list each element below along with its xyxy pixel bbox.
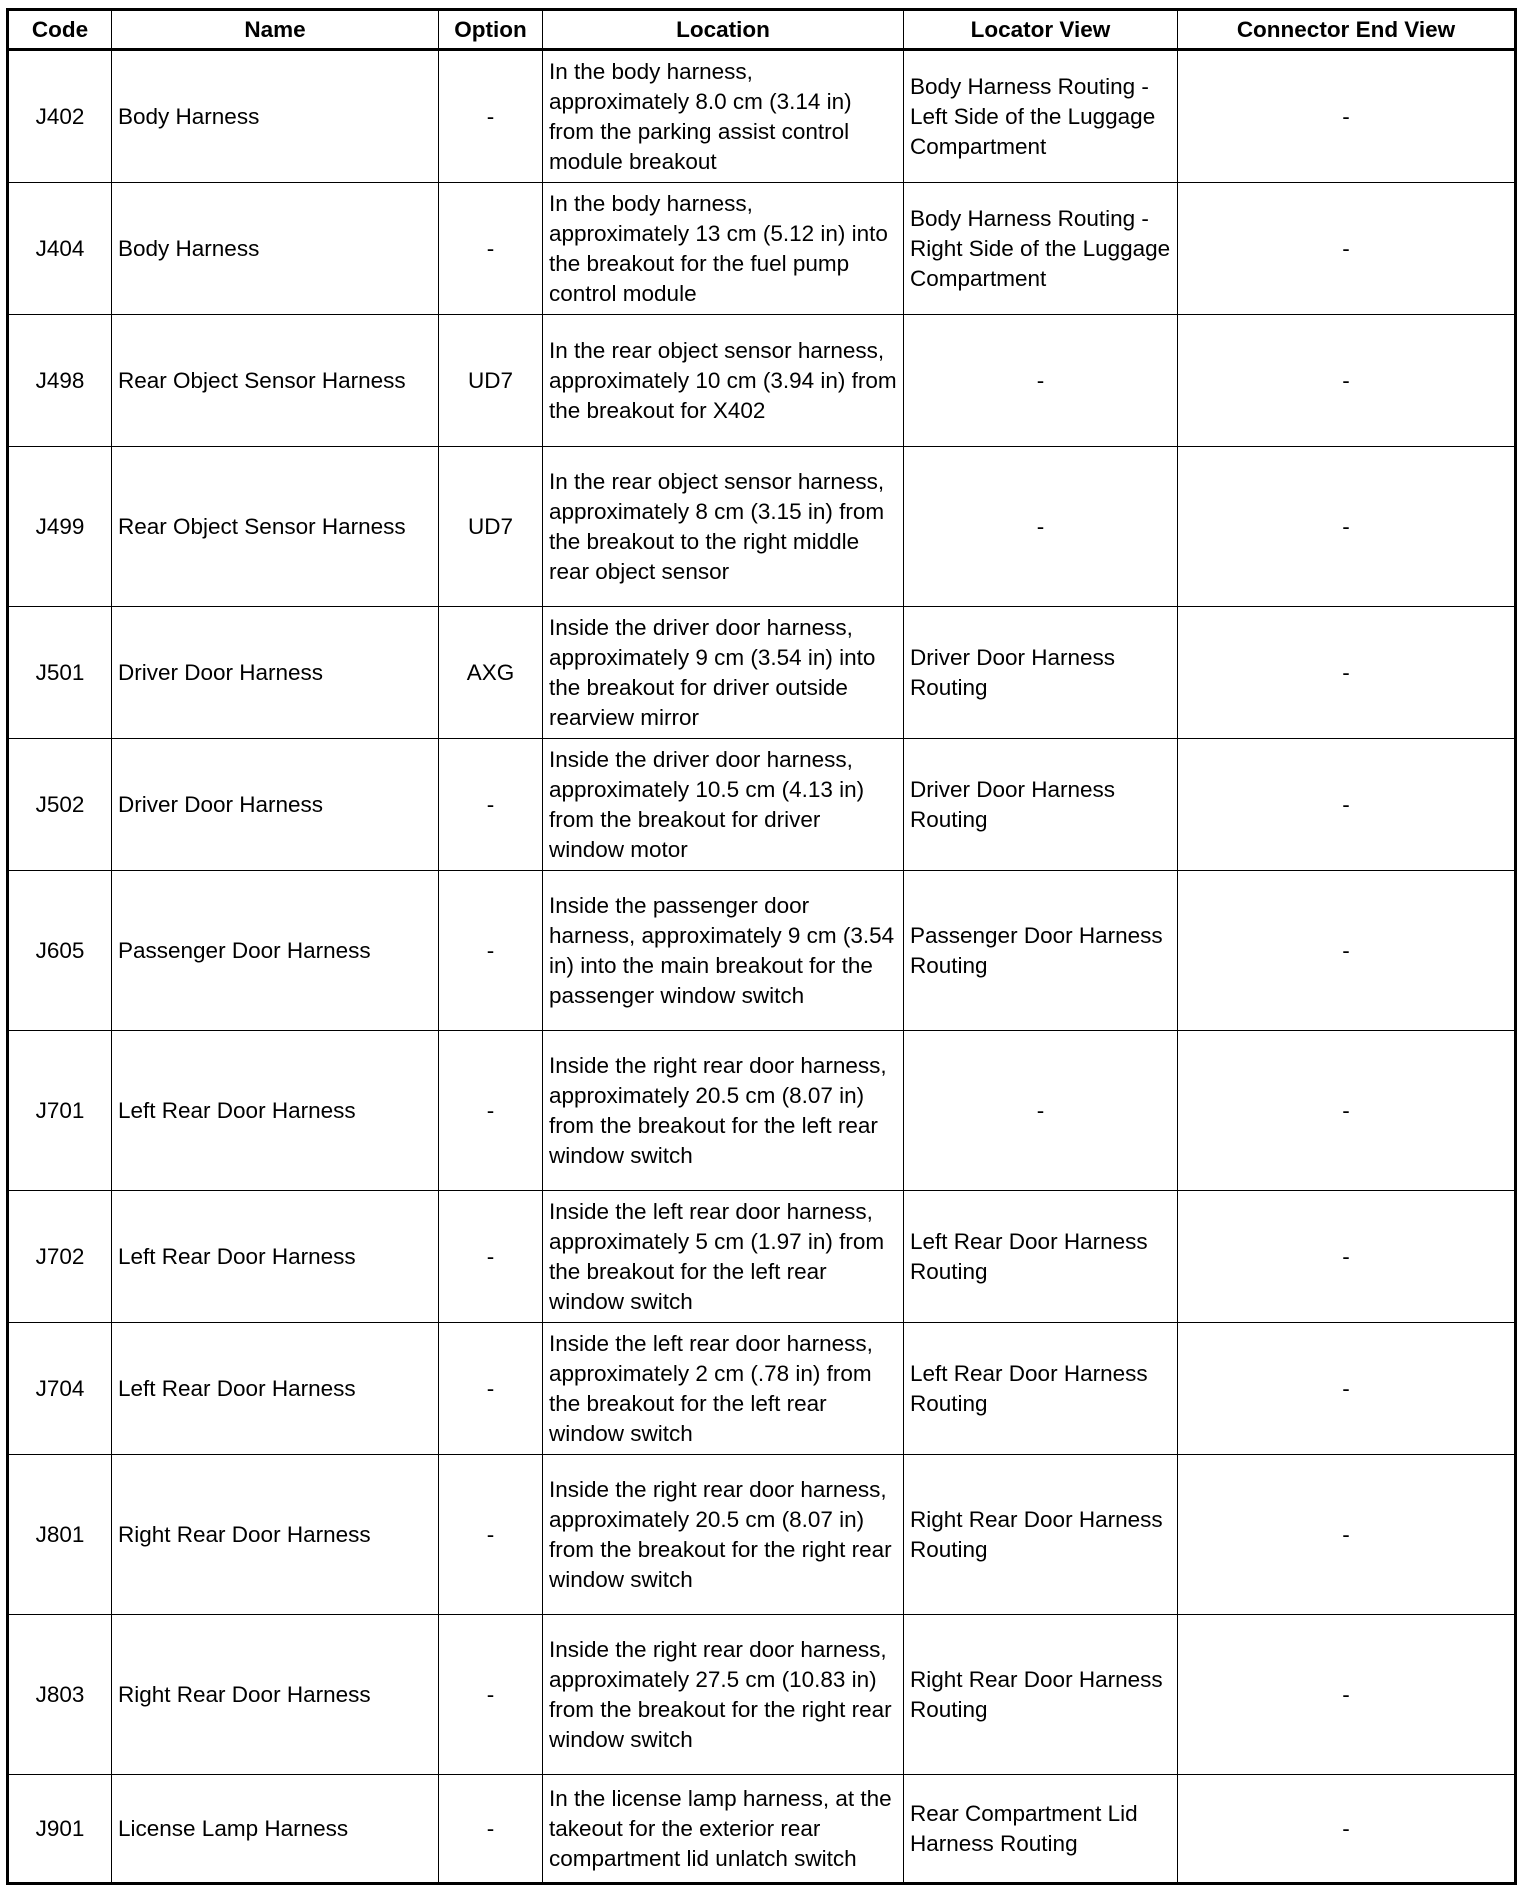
name-cell: Body Harness	[112, 50, 439, 183]
code-cell: J501	[8, 607, 112, 739]
table-row	[8, 607, 1516, 739]
location-cell: Inside the right rear door harness, approximately 27.5 cm (10.83 in) from the breakout for the right rear window switch	[543, 1615, 904, 1775]
splice-location-table	[6, 8, 1517, 1885]
location-cell: Inside the driver door harness, approximately 10.5 cm (4.13 in) from the breakout for driver window motor	[543, 739, 904, 871]
locator-view-cell: Left Rear Door Harness Routing	[904, 1323, 1178, 1455]
connector-end-view-cell: -	[1178, 1191, 1516, 1323]
location-cell: In the rear object sensor harness, approximately 8 cm (3.15 in) from the breakout to the right middle rear object sensor	[543, 447, 904, 607]
name-cell: Left Rear Door Harness	[112, 1323, 439, 1455]
location-cell: In the body harness, approximately 13 cm (5.12 in) into the breakout for the fuel pump control module	[543, 183, 904, 315]
connector-end-view-cell: -	[1178, 447, 1516, 607]
code-cell: J803	[8, 1615, 112, 1775]
name-cell: Rear Object Sensor Harness	[112, 447, 439, 607]
location-cell: Inside the driver door harness, approximately 9 cm (3.54 in) into the breakout for driver outside rearview mirror	[543, 607, 904, 739]
code-cell: J498	[8, 315, 112, 447]
option-cell: -	[439, 1775, 543, 1884]
name-cell: Rear Object Sensor Harness	[112, 315, 439, 447]
table-row	[8, 183, 1516, 315]
header-connector-end-view: Connector End View	[1178, 10, 1516, 50]
location-cell: Inside the left rear door harness, approximately 5 cm (1.97 in) from the breakout for the left rear window switch	[543, 1191, 904, 1323]
locator-view-cell: Left Rear Door Harness Routing	[904, 1191, 1178, 1323]
connector-end-view-cell: -	[1178, 1031, 1516, 1191]
header-code: Code	[8, 10, 112, 50]
name-cell: Passenger Door Harness	[112, 871, 439, 1031]
table-row	[8, 50, 1516, 183]
option-cell: -	[439, 1455, 543, 1615]
option-cell: -	[439, 1615, 543, 1775]
table-row	[8, 315, 1516, 447]
locator-view-cell: Body Harness Routing - Right Side of the Luggage Compartment	[904, 183, 1178, 315]
name-cell: Driver Door Harness	[112, 607, 439, 739]
location-cell: In the rear object sensor harness, approximately 10 cm (3.94 in) from the breakout for X402	[543, 315, 904, 447]
header-row	[8, 10, 1516, 50]
header-locator-view: Locator View	[904, 10, 1178, 50]
table-row	[8, 1323, 1516, 1455]
code-cell: J702	[8, 1191, 112, 1323]
code-cell: J404	[8, 183, 112, 315]
header-name: Name	[112, 10, 439, 50]
locator-view-cell: Driver Door Harness Routing	[904, 739, 1178, 871]
connector-end-view-cell: -	[1178, 1615, 1516, 1775]
option-cell: -	[439, 50, 543, 183]
option-cell: AXG	[439, 607, 543, 739]
location-cell: Inside the left rear door harness, approximately 2 cm (.78 in) from the breakout for the left rear window switch	[543, 1323, 904, 1455]
option-cell: -	[439, 871, 543, 1031]
table-row	[8, 447, 1516, 607]
locator-view-cell: -	[904, 447, 1178, 607]
table-row	[8, 871, 1516, 1031]
connector-end-view-cell: -	[1178, 1455, 1516, 1615]
code-cell: J605	[8, 871, 112, 1031]
locator-view-cell: -	[904, 315, 1178, 447]
location-cell: In the license lamp harness, at the takeout for the exterior rear compartment lid unlatch switch	[543, 1775, 904, 1884]
connector-end-view-cell: -	[1178, 1775, 1516, 1884]
locator-view-cell: Passenger Door Harness Routing	[904, 871, 1178, 1031]
table-row	[8, 1775, 1516, 1884]
name-cell: Left Rear Door Harness	[112, 1031, 439, 1191]
table-row	[8, 1191, 1516, 1323]
locator-view-cell: Rear Compartment Lid Harness Routing	[904, 1775, 1178, 1884]
connector-end-view-cell: -	[1178, 739, 1516, 871]
connector-end-view-cell: -	[1178, 183, 1516, 315]
table-row	[8, 1615, 1516, 1775]
table-row	[8, 1455, 1516, 1615]
location-cell: In the body harness, approximately 8.0 cm (3.14 in) from the parking assist control module breakout	[543, 50, 904, 183]
locator-view-cell: Body Harness Routing - Left Side of the Luggage Compartment	[904, 50, 1178, 183]
connector-end-view-cell: -	[1178, 607, 1516, 739]
code-cell: J901	[8, 1775, 112, 1884]
option-cell: UD7	[439, 447, 543, 607]
location-cell: Inside the right rear door harness, approximately 20.5 cm (8.07 in) from the breakout for the right rear window switch	[543, 1455, 904, 1615]
connector-end-view-cell: -	[1178, 50, 1516, 183]
code-cell: J704	[8, 1323, 112, 1455]
option-cell: -	[439, 739, 543, 871]
connector-end-view-cell: -	[1178, 1323, 1516, 1455]
locator-view-cell: Driver Door Harness Routing	[904, 607, 1178, 739]
location-cell: Inside the right rear door harness, approximately 20.5 cm (8.07 in) from the breakout for the left rear window switch	[543, 1031, 904, 1191]
code-cell: J502	[8, 739, 112, 871]
name-cell: Body Harness	[112, 183, 439, 315]
code-cell: J701	[8, 1031, 112, 1191]
header-option: Option	[439, 10, 543, 50]
connector-end-view-cell: -	[1178, 871, 1516, 1031]
locator-view-cell: Right Rear Door Harness Routing	[904, 1615, 1178, 1775]
table-row	[8, 1031, 1516, 1191]
code-cell: J402	[8, 50, 112, 183]
header-location: Location	[543, 10, 904, 50]
locator-view-cell: -	[904, 1031, 1178, 1191]
code-cell: J801	[8, 1455, 112, 1615]
option-cell: -	[439, 183, 543, 315]
name-cell: Left Rear Door Harness	[112, 1191, 439, 1323]
code-cell: J499	[8, 447, 112, 607]
connector-end-view-cell: -	[1178, 315, 1516, 447]
name-cell: License Lamp Harness	[112, 1775, 439, 1884]
option-cell: -	[439, 1323, 543, 1455]
name-cell: Driver Door Harness	[112, 739, 439, 871]
locator-view-cell: Right Rear Door Harness Routing	[904, 1455, 1178, 1615]
name-cell: Right Rear Door Harness	[112, 1455, 439, 1615]
location-cell: Inside the passenger door harness, approximately 9 cm (3.54 in) into the main breakout for the passenger window switch	[543, 871, 904, 1031]
option-cell: UD7	[439, 315, 543, 447]
table-row	[8, 739, 1516, 871]
option-cell: -	[439, 1191, 543, 1323]
name-cell: Right Rear Door Harness	[112, 1615, 439, 1775]
option-cell: -	[439, 1031, 543, 1191]
